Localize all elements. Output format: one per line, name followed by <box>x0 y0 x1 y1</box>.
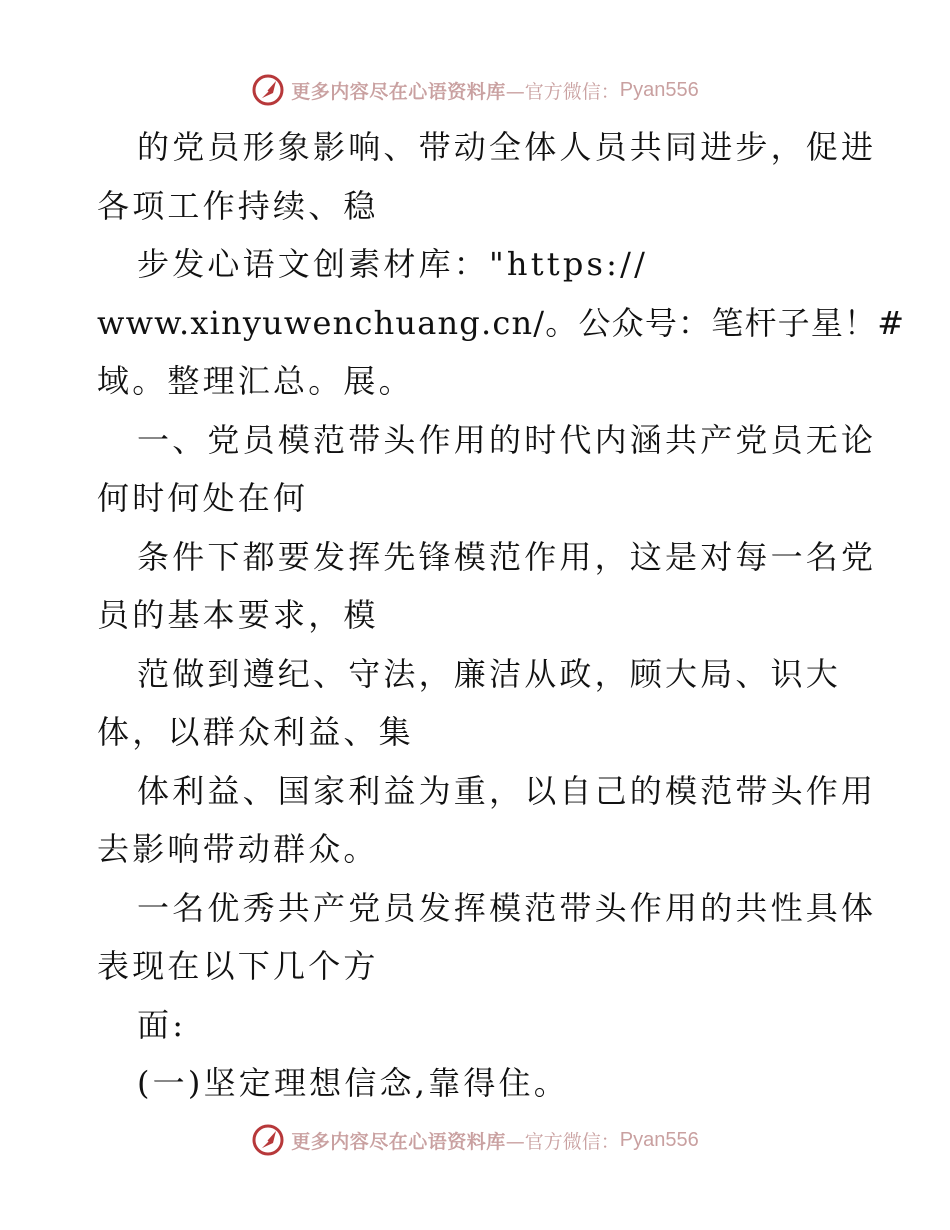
text-line: (一)坚定理想信念,靠得住。 <box>137 1064 569 1102</box>
text-line: 体利益、国家利益为重，以自己的模范带头作用 <box>137 771 877 810</box>
text-line: www.xinyuwenchuang.cn/。公众号：笔杆子星！# <box>97 303 906 342</box>
text-line: 一、党员模范带头作用的时代内涵共产党员无论 <box>137 420 877 459</box>
text-line: 一名优秀共产党员发挥模范带头作用的共性具体 <box>137 888 877 927</box>
text-line: 体，以群众利益、集 <box>97 713 414 751</box>
footer-watermark <box>0 1120 950 1160</box>
text-line: 表现在以下几个方 <box>97 947 379 985</box>
header-watermark <box>0 70 950 110</box>
quill-logo-icon <box>251 1123 285 1157</box>
text-line: 去影响带动群众。 <box>97 830 379 868</box>
watermark-official: —官方微信： <box>505 1130 620 1153</box>
text-line: 条件下都要发挥先锋模范作用，这是对每一名党 <box>137 537 877 576</box>
document-body <box>97 118 906 1113</box>
text-line: 各项工作持续、稳 <box>97 186 379 225</box>
text-line: 的党员形象影响、带动全体人员共同进步，促进 <box>137 128 877 166</box>
watermark-brand: 更多内容尽在心语资料库 <box>291 80 506 103</box>
text-line: 范做到遵纪、守法，廉洁从政，顾大局、识大 <box>137 654 842 693</box>
text-line: 域。整理汇总。展。 <box>97 362 414 400</box>
quill-logo-icon <box>251 73 285 107</box>
text-line: 何时何处在何 <box>97 479 309 517</box>
text-line: 员的基本要求，模 <box>97 596 379 634</box>
watermark-id: Pyan556 <box>619 78 699 101</box>
watermark-id: Pyan556 <box>619 1128 699 1151</box>
watermark-official: —官方微信： <box>505 80 620 103</box>
text-line: 面: <box>137 1005 187 1044</box>
watermark-brand: 更多内容尽在心语资料库 <box>291 1130 506 1153</box>
text-line: 步发心语文创素材库："https:// <box>137 245 649 283</box>
